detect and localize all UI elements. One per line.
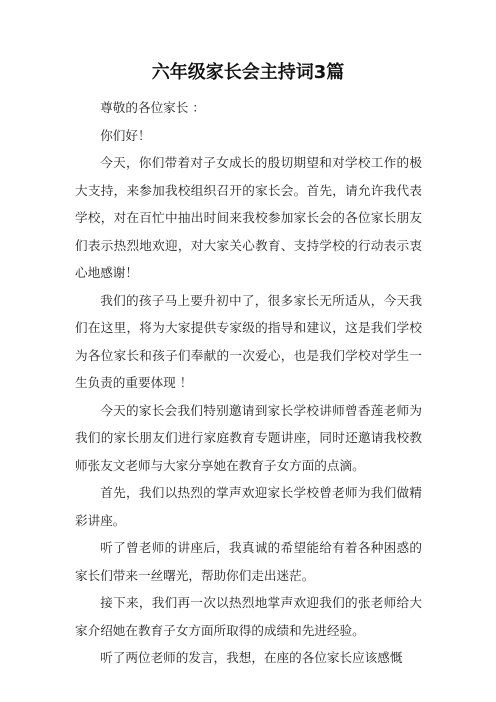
paragraph-after-lecture: 听了曾老师的讲座后，我真诚的希望能给有着各种困惑的家长们带来一丝曙光，帮助你们走出迷茫。 <box>75 540 422 583</box>
paragraph-closing-partial: 听了两位老师的发言，我想，在座的各位家长应该感慨 <box>100 650 403 665</box>
paragraph-salutation: 尊敬的各位家长 ： <box>100 100 205 115</box>
paragraph-first-speaker: 首先，我们以热烈的掌声欢迎家长学校曾老师为我们做精彩讲座。 <box>75 485 422 528</box>
paragraph-purpose: 我们的孩子马上要升初中了，很多家长无所适从，今天我们在这里，将为大家提供专家级的指导和建议，这是我们学校为各位家长和孩子们奉献的一次爱心，也是我们学校对学生一生负责的重要体现 ！ <box>75 292 422 390</box>
document-body <box>75 94 422 672</box>
document-title: 六年级家长会主持词3篇 <box>151 62 345 83</box>
paragraph-guests: 今天的家长会我们特别邀请到家长学校讲师曾香莲老师为我们的家长朋友们进行家庭教育专题讲座，同时还邀请我校教师张友文老师与大家分享她在教育子女方面的点滴。 <box>75 402 422 473</box>
paragraph-greeting: 你们好！ <box>100 127 151 143</box>
paragraph-second-speaker: 接下来，我们再一次以热烈地掌声欢迎我们的张老师给大家介绍她在教育子女方面所取得的成绩和先进经验。 <box>75 595 422 638</box>
paragraph-welcome: 今天，你们带着对子女成长的殷切期望和对学校工作的极大支持，来参加我校组织召开的家长会。首先，请允许我代表学校，对在百忙中抽出时间来我校参加家长会的各位家长朋友们表示热烈地欢迎，对大家关心教育、支持学校的行动表示衷心地感谢！ <box>75 155 422 280</box>
